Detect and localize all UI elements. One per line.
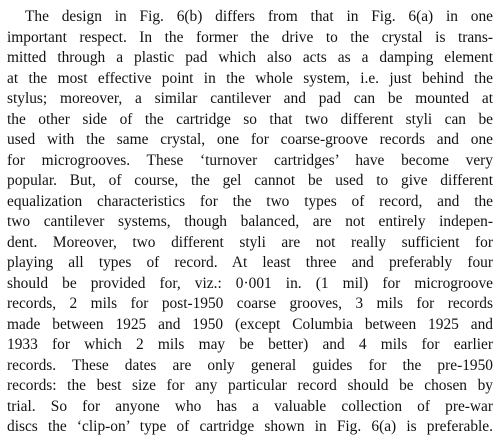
text-line: records, 2 mils for post-1950 coarse grooves, 3 mils for records (7, 295, 493, 312)
text-line: discs the ‘clip-on’ type of cartridge shown in Fig. 6(a) is preferable. (7, 418, 493, 435)
text-line: 1933 for which 2 mils may be better) and 4 mils for earlier (7, 336, 493, 353)
text-line: for microgrooves. These ‘turnover cartridges’ have become very (7, 151, 493, 169)
text-line: at the most effective point in the whole system, i.e. just behind the (7, 69, 493, 87)
text-line: used with the same crystal, one for coarse-groove records and one (7, 131, 493, 148)
text-line: dent. Moreover, two different styli are not really sufficient for (7, 233, 493, 251)
body-paragraph (7, 7, 493, 438)
text-line: records. These dates are only general guides for the pre-1950 (7, 356, 493, 374)
text-line: trial. So for anyone who has a valuable collection of pre-war (7, 397, 493, 415)
text-line: playing all types of record. At least three and preferably four (7, 254, 493, 271)
text-line: equalization characteristics for the two types of record, and the (7, 192, 493, 210)
text-line: stylus; moreover, a similar cantilever and pad can be mounted at (7, 90, 493, 107)
text-line: popular. But, of course, the gel cannot be used to give different (7, 172, 493, 189)
text-line: should be provided for, viz.: 0·001 in. (1 mil) for microgroove (7, 274, 493, 292)
text-line: made between 1925 and 1950 (except Columbia between 1925 and (7, 315, 493, 333)
text-line: the other side of the cartridge so that two different styli can be (7, 110, 493, 128)
text-line: The design in Fig. 6(b) differs from that in Fig. 6(a) in one (25, 8, 493, 25)
text-line: two cantilever systems, though balanced, are not entirely indepen- (7, 213, 493, 230)
text-line: mitted through a plastic pad which also acts as a damping element (7, 49, 493, 66)
text-line: records: the best size for any particular record should be chosen by (7, 377, 493, 394)
text-line: important respect. In the former the drive to the crystal is trans- (7, 28, 493, 46)
